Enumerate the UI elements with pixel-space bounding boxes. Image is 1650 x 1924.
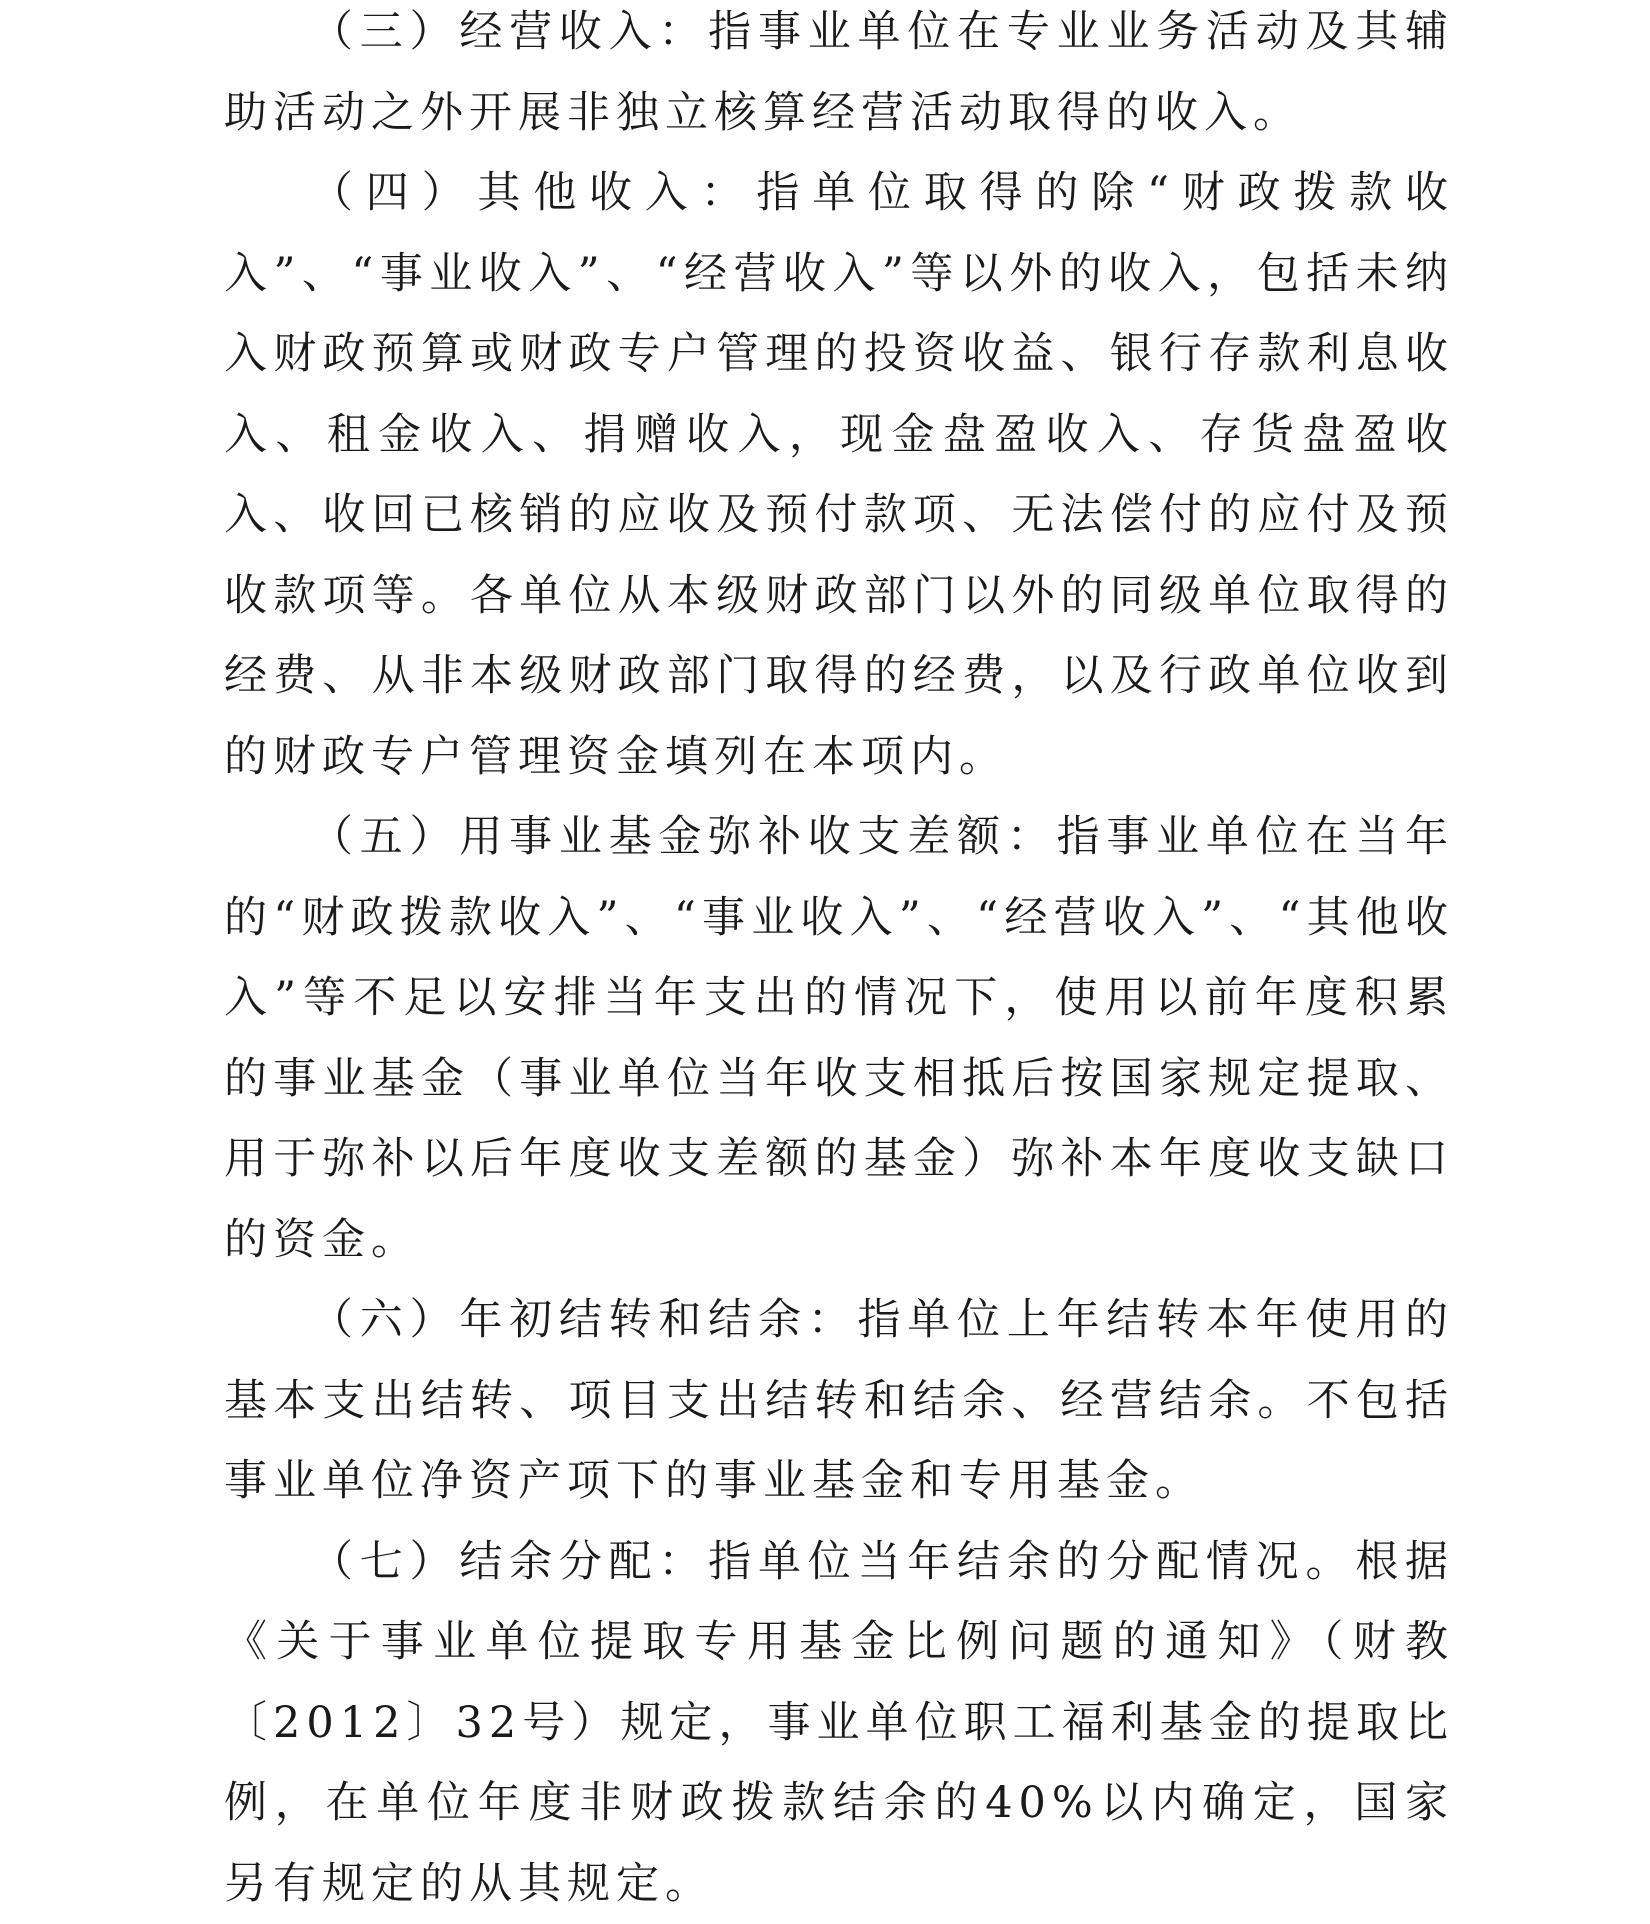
paragraph-business-fund-offset: （五）用事业基金弥补收支差额：指事业单位在当年的“财政拨款收入”、“事业收入”、“经营收入”、“其他收入”等不足以安排当年支出的情况下，使用以前年度积累的事业基金（事业单位当年收支相抵后按国家规定提取、用于弥补以后年度收支差额的基金）弥补本年度收支缺口的资金。 bbox=[224, 797, 1454, 1280]
paragraph-surplus-distribution: （七）结余分配：指单位当年结余的分配情况。根据《关于事业单位提取专用基金比例问题的通知》（财教〔2012〕32号）规定，事业单位职工福利基金的提取比例，在单位年度非财政拨款结余的40%以内确定，国家另有规定的从其规定。 bbox=[224, 1522, 1454, 1924]
paragraph-other-income: （四）其他收入：指单位取得的除“财政拨款收入”、“事业收入”、“经营收入”等以外的收入，包括未纳入财政预算或财政专户管理的投资收益、银行存款利息收入、租金收入、捐赠收入，现金盘盈收入、存货盘盈收入、收回已核销的应收及预付款项、无法偿付的应付及预收款项等。各单位从本级财政部门以外的同级单位取得的经费、从非本级财政部门取得的经费，以及行政单位收到的财政专户管理资金填列在本项内。 bbox=[224, 153, 1454, 797]
paragraph-carryover-balance: （六）年初结转和结余：指单位上年结转本年使用的基本支出结转、项目支出结转和结余、经营结余。不包括事业单位净资产项下的事业基金和专用基金。 bbox=[224, 1280, 1454, 1522]
document-body bbox=[224, 0, 1454, 1924]
paragraph-operating-income: （三）经营收入：指事业单位在专业业务活动及其辅助活动之外开展非独立核算经营活动取得的收入。 bbox=[224, 0, 1454, 153]
